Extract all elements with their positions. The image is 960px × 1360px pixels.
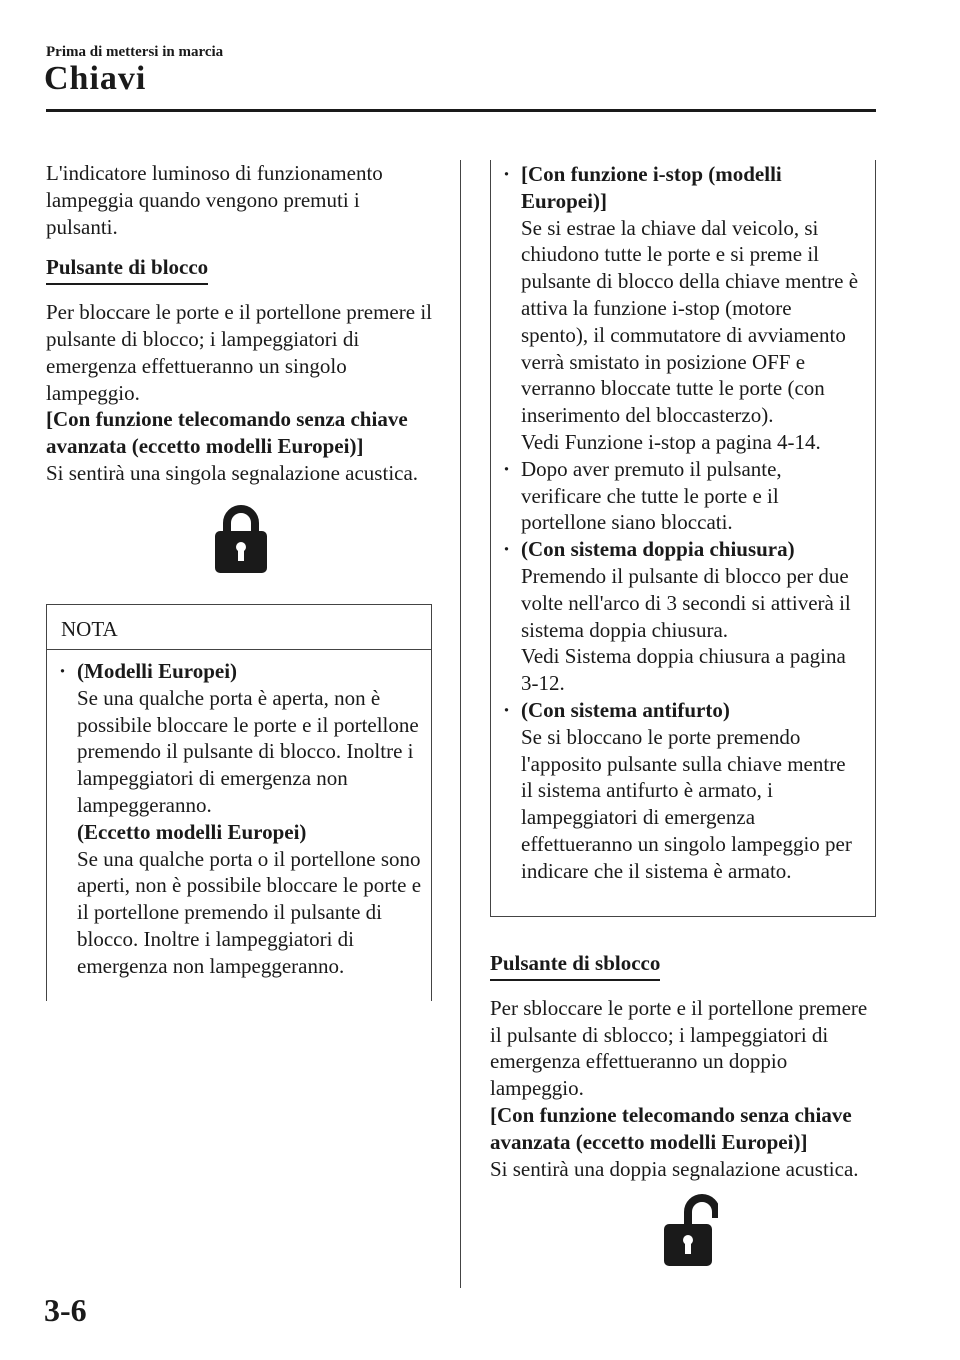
note-item-text: Se una qualche porta è aperta, non è possibile bloccare le porte e il portellone premendo il pulsante di blocco. Inoltre i lampeggiatori di emergenza non lampeggeranno. <box>77 685 419 817</box>
section-label: Prima di mettersi in marcia <box>46 44 224 60</box>
right-column <box>490 950 880 1268</box>
note-item-ref: Vedi Sistema doppia chiusura a pagina 3-12. <box>521 644 846 696</box>
note-item-text: Se si bloccano le porte premendo l'apposito pulsante sulla chiave mentre il sistema antifurto è armato, i lampeggiatori di emergenza effettueranno un singolo lampeggio per indicare che il sistema è armato. <box>521 724 852 883</box>
intro-paragraph: L'indicatore luminoso di funzionamento lampeggia quando vengono premuti i pulsanti. <box>46 161 383 239</box>
lock-heading: Pulsante di blocco <box>46 254 208 285</box>
unlock-paragraph: Per sbloccare le porte e il portellone premere il pulsante di sblocco; i lampeggiatori di emergenza effettueranno un doppio lampeggio. <box>490 995 868 1101</box>
lock-beep: Si sentirà una singola segnalazione acustica. <box>46 460 419 485</box>
note-item-text: Premendo il pulsante di blocco per due volte nell'arco di 3 secondi si attiverà il sistema doppia chiusura. <box>521 563 851 642</box>
note-item-title: · (Modelli Europei) <box>77 659 238 683</box>
note-item-ref: Vedi Funzione i-stop a pagina 4-14. <box>521 429 821 454</box>
lock-feature: [Con funzione telecomando senza chiave avanzata (eccetto modelli Europei)] <box>46 407 408 459</box>
note-item <box>491 456 861 536</box>
unlocked-padlock-icon <box>662 1194 718 1268</box>
right-note-box <box>490 160 876 917</box>
note-item-title: (Eccetto modelli Europei) <box>77 819 307 844</box>
note-item-text: Se si estrae la chiave dal veicolo, si chiudono tutte le porte e si preme il pulsante di blocco della chiave mentre è attiva la funzione i-stop (motore spento), il commutatore di avviamento verrà smistato in posizione OFF e verranno bloccate tutte le porte (con inserimento del bloccasterzo). <box>521 215 859 428</box>
left-column <box>46 160 436 575</box>
unlock-feature: [Con funzione telecomando senza chiave avanzata (eccetto modelli Europei)] <box>490 1102 852 1154</box>
chapter-title: Chiavi <box>44 60 147 97</box>
lock-paragraph: Per bloccare le porte e il portellone premere il pulsante di blocco; i lampeggiatori di emergenza effettueranno un singolo lampeggio. <box>46 300 432 405</box>
note-item <box>47 658 431 980</box>
note-item <box>491 161 861 456</box>
note-item-title: · (Con sistema doppia chiusura) <box>521 537 795 562</box>
note-item <box>491 536 861 697</box>
note-item-title: · [Con funzione i-stop (modelli Europei)] <box>521 162 782 213</box>
note-item-text: · Dopo aver premuto il pulsante, verificare che tutte le porte e il portellone siano bloccati. <box>521 456 782 535</box>
locked-padlock-icon <box>213 503 269 575</box>
page-number: 3-6 <box>44 1292 87 1328</box>
note-item-text: Se una qualche porta o il portellone sono aperti, non è possibile bloccare le porte e il portellone premendo il pulsante di blocco. Inoltre i lampeggiatori di emergenza non lampeggeranno. <box>77 846 422 978</box>
note-item-title: · (Con sistema antifurto) <box>521 697 730 722</box>
unlock-heading: Pulsante di sblocco <box>490 950 660 981</box>
unlock-beep: Si sentirà una doppia segnalazione acustica. <box>490 1156 859 1181</box>
note-title: NOTA <box>47 605 431 650</box>
note-box <box>46 604 432 1001</box>
column-divider <box>460 160 461 1288</box>
header-rule <box>46 109 876 112</box>
note-item <box>491 697 861 885</box>
